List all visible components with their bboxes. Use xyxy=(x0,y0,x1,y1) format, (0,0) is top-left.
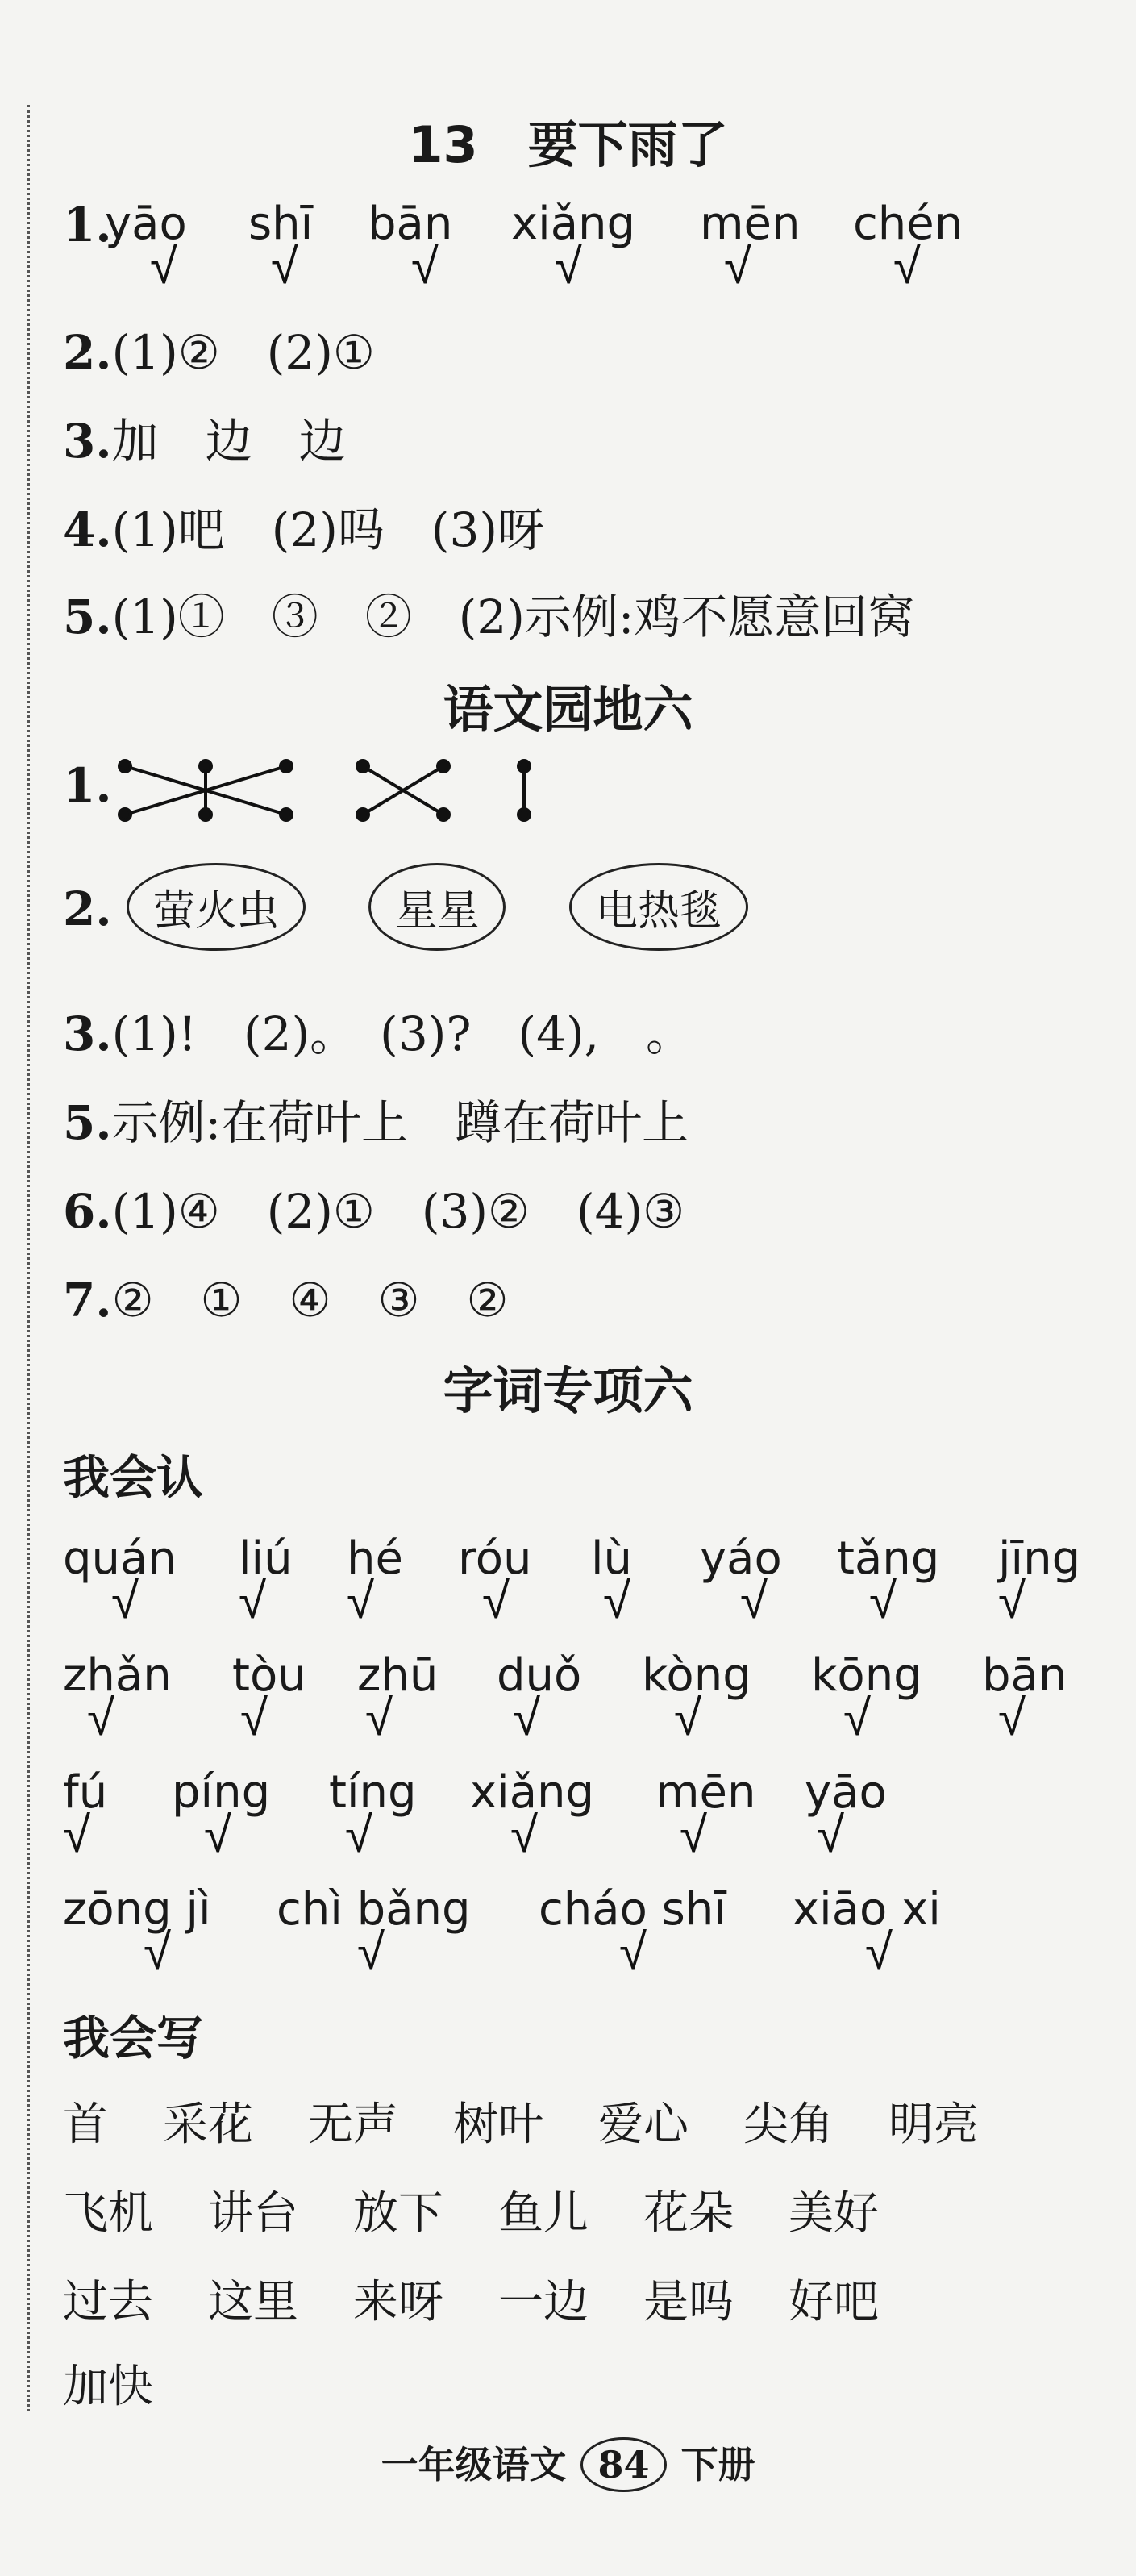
tick-mark: √ xyxy=(411,236,439,295)
tick-mark: √ xyxy=(603,1571,631,1630)
tick-mark: √ xyxy=(204,1805,232,1864)
word-item: 是吗 xyxy=(643,2276,734,2328)
footer-volume: 下册 xyxy=(680,2443,755,2486)
answer-text: (1)! (2)。 (3)? (4), 。 xyxy=(111,1007,693,1061)
word-item: 讲台 xyxy=(208,2187,298,2240)
pinyin-item: lù xyxy=(591,1532,633,1585)
pinyin-item: jīng xyxy=(998,1532,1081,1585)
tick-mark: √ xyxy=(482,1571,510,1630)
pinyin-item: xiāo xi xyxy=(793,1883,941,1936)
word-item: 明亮 xyxy=(888,2099,979,2151)
q7-row xyxy=(63,1262,509,1330)
words-row-1 xyxy=(63,2089,1034,2153)
word-item: 过去 xyxy=(63,2276,153,2328)
pinyin-item: tòu xyxy=(232,1649,306,1702)
tick-mark: √ xyxy=(998,1571,1026,1630)
question-number: 4. xyxy=(63,502,112,557)
pinyin-item: chén xyxy=(853,198,963,250)
pinyin-item: mēn xyxy=(655,1766,756,1819)
pinyin-item: kōng xyxy=(811,1649,922,1702)
answer-text: 示例:在荷叶上 蹲在荷叶上 xyxy=(111,1095,689,1150)
pinyin-item: tíng xyxy=(329,1766,417,1819)
binding-dotted-line xyxy=(27,105,30,2411)
pinyin-row-4 xyxy=(63,1883,1111,2004)
question-number: 2. xyxy=(63,882,112,936)
pinyin-item: cháo shī xyxy=(539,1883,726,1936)
question-number: 6. xyxy=(63,1184,112,1239)
tick-mark: √ xyxy=(680,1805,708,1864)
words-row-2 xyxy=(63,2178,934,2242)
tick-mark: √ xyxy=(513,1688,541,1747)
pinyin-item: mēn xyxy=(700,198,801,250)
word-item: 无声 xyxy=(308,2099,398,2151)
tick-mark: √ xyxy=(357,1922,385,1981)
pinyin-item: kòng xyxy=(642,1649,751,1702)
tick-mark: √ xyxy=(87,1688,115,1747)
words-row-3 xyxy=(63,2266,934,2331)
tick-mark: √ xyxy=(111,1571,139,1630)
word-item: 美好 xyxy=(789,2187,879,2240)
word-item: 加快 xyxy=(63,2361,153,2413)
q3-punct-row xyxy=(63,996,693,1064)
pinyin-item: xiǎng xyxy=(470,1766,595,1819)
pinyin-item: bān xyxy=(368,198,453,250)
q5-row xyxy=(63,579,914,647)
tick-mark: √ xyxy=(843,1688,872,1747)
pinyin-item: bān xyxy=(982,1649,1067,1702)
question-number: 1. xyxy=(63,198,112,252)
word-item: 好吧 xyxy=(789,2276,879,2328)
circled-word: 萤火虫 xyxy=(127,863,306,951)
pinyin-item: duǒ xyxy=(497,1649,582,1702)
question-number: 5. xyxy=(63,590,112,644)
q2-ovals-row xyxy=(63,863,797,951)
pinyin-item: quán xyxy=(63,1532,177,1585)
tick-mark: √ xyxy=(619,1922,647,1981)
question-number: 3. xyxy=(63,414,112,469)
word-item: 花朵 xyxy=(643,2187,734,2240)
footer-grade-subject: 一年级语文 xyxy=(381,2443,567,2486)
tick-mark: √ xyxy=(63,1805,91,1864)
tick-mark: √ xyxy=(239,1571,267,1630)
tick-mark: √ xyxy=(817,1805,845,1864)
tick-mark: √ xyxy=(345,1805,373,1864)
pinyin-item: shī xyxy=(248,198,314,250)
tick-mark: √ xyxy=(674,1688,702,1747)
q6-row xyxy=(63,1173,685,1241)
tick-mark: √ xyxy=(347,1571,375,1630)
pinyin-item: zhū xyxy=(357,1649,439,1702)
q3-row xyxy=(63,403,346,471)
pinyin-item: chì bǎng xyxy=(277,1883,471,1936)
pinyin-row-2 xyxy=(63,1649,1111,1770)
word-item: 鱼儿 xyxy=(498,2187,589,2240)
word-item: 飞机 xyxy=(63,2187,153,2240)
tick-mark: √ xyxy=(869,1571,897,1630)
pinyin-item: liú xyxy=(239,1532,293,1585)
pinyin-row-1 xyxy=(63,1532,1111,1653)
question-number: 3. xyxy=(63,1007,112,1061)
tick-mark: √ xyxy=(555,236,583,295)
section-title-garden-6: 语文园地六 xyxy=(443,680,693,739)
word-item: 来呀 xyxy=(353,2276,443,2328)
q4-row xyxy=(63,492,544,560)
pinyin-item: yāo xyxy=(805,1766,887,1819)
circled-word: 星星 xyxy=(368,863,506,951)
tick-mark: √ xyxy=(365,1688,393,1747)
tick-mark: √ xyxy=(271,236,299,295)
page-number: 84 xyxy=(580,2437,666,2492)
pinyin-item: xiǎng xyxy=(511,198,636,250)
answer-text: (1)④ (2)① (3)② (4)③ xyxy=(111,1184,685,1239)
tick-mark: √ xyxy=(150,236,178,295)
word-item: 放下 xyxy=(353,2187,443,2240)
question-number: 5. xyxy=(63,1095,112,1150)
word-item: 爱心 xyxy=(598,2099,689,2151)
answer-text: (1)② (2)① xyxy=(111,325,375,380)
subheading-recognize: 我会认 xyxy=(63,1450,204,1505)
section-title-words-6: 字词专项六 xyxy=(443,1361,693,1420)
word-item: 采花 xyxy=(163,2099,253,2151)
pinyin-item: yāo xyxy=(105,198,187,250)
q5-example-row xyxy=(63,1085,689,1153)
matching-lines-diagram xyxy=(113,750,564,831)
pinyin-item: zōng jì xyxy=(63,1883,211,1936)
tick-mark: √ xyxy=(998,1688,1026,1747)
word-item: 树叶 xyxy=(453,2099,543,2151)
pinyin-item: hé xyxy=(347,1532,403,1585)
page-footer xyxy=(0,2436,1136,2492)
tick-mark: √ xyxy=(865,1922,893,1981)
subheading-write: 我会写 xyxy=(63,2011,204,2065)
pinyin-item: róu xyxy=(458,1532,532,1585)
section-title-13: 13 要下雨了 xyxy=(408,115,728,174)
word-item: 这里 xyxy=(208,2276,298,2328)
pinyin-item: zhǎn xyxy=(63,1649,172,1702)
answer-text: (1)① ③ ② (2)示例:鸡不愿意回窝 xyxy=(111,590,915,644)
q2-row xyxy=(63,315,375,382)
tick-mark: √ xyxy=(740,1571,768,1630)
answer-text: (1)吧 (2)吗 (3)呀 xyxy=(111,502,545,557)
tick-mark: √ xyxy=(893,236,922,295)
word-item: 尖角 xyxy=(743,2099,834,2151)
pinyin-item: tǎng xyxy=(837,1532,940,1585)
pinyin-item: píng xyxy=(172,1766,271,1819)
words-row-4 xyxy=(63,2351,208,2416)
q1-matching-row xyxy=(63,758,112,813)
pinyin-row-3 xyxy=(63,1766,1111,1887)
tick-mark: √ xyxy=(724,236,752,295)
answer-text: 加 边 边 xyxy=(111,414,346,469)
tick-mark: √ xyxy=(144,1922,172,1981)
tick-mark: √ xyxy=(510,1805,539,1864)
pinyin-item: fú xyxy=(63,1766,108,1819)
tick-mark: √ xyxy=(240,1688,268,1747)
question-number: 1. xyxy=(63,758,112,813)
question-number: 2. xyxy=(63,325,112,380)
question-number: 7. xyxy=(63,1273,112,1328)
answer-text: ② ① ④ ③ ② xyxy=(111,1273,509,1328)
word-item: 首 xyxy=(63,2099,108,2151)
circled-word: 电热毯 xyxy=(569,863,748,951)
pinyin-item: yáo xyxy=(700,1532,782,1585)
word-item: 一边 xyxy=(498,2276,589,2328)
